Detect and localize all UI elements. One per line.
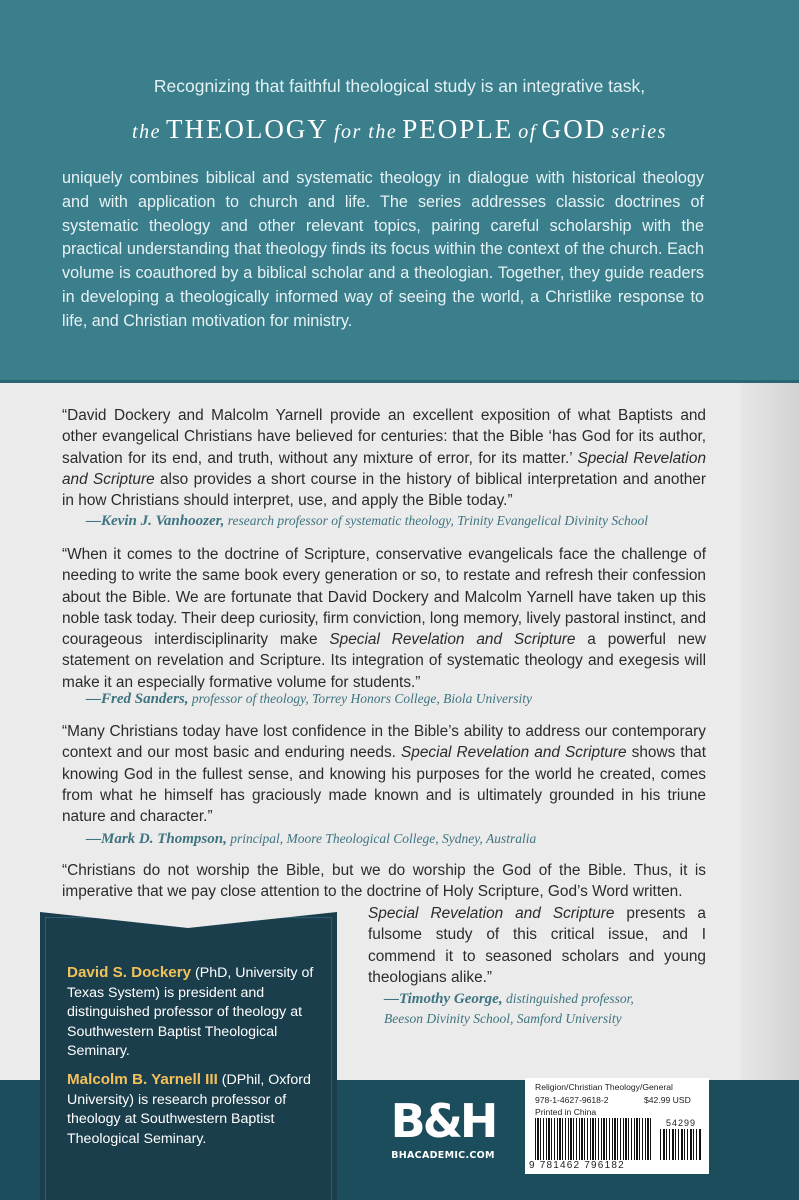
endorser-role: research professor of systematic theology, Trinity Evangelical Divinity School bbox=[224, 513, 649, 528]
series-title-theology: THEOLOGY bbox=[165, 114, 329, 144]
endorsement-quote-sanders bbox=[62, 544, 706, 693]
book-title-italic: Special Revelation and Scripture bbox=[62, 449, 706, 488]
endorser-name: —Mark D. Thompson, bbox=[86, 831, 227, 847]
series-title bbox=[0, 114, 799, 145]
quote-text: “When it comes to the doctrine of Scripture, conservative evangelicals face the challenge of needing to write the same book every generation or so, to restate and refresh their confession about the Bible. We are fortunate that David Dockery and Malcolm Yarnell have taken up this noble task today. Their deep curiosity, firm conviction, long memory, lively pastoral instinct, and courageous interdisciplinarity make bbox=[62, 546, 706, 649]
endorser-role: distinguished professor, bbox=[502, 991, 634, 1006]
endorser-role: professor of theology, Torrey Honors College, Biola University bbox=[188, 691, 533, 706]
bh-logo-mark: B&H bbox=[390, 1094, 496, 1148]
author-name: David S. Dockery bbox=[67, 964, 192, 981]
endorsement-attribution-vanhoozer bbox=[86, 513, 648, 530]
panel-divider bbox=[0, 380, 799, 383]
publisher-url: BHACADEMIC.COM bbox=[391, 1150, 495, 1161]
book-title-italic: Special Revelation and Scripture bbox=[329, 631, 576, 649]
quote-text: “Many Christians today have lost confidence in the Bible’s ability to address our contemporary context and our most basic and enduring needs. bbox=[62, 723, 706, 762]
series-title-the: the bbox=[132, 121, 161, 143]
book-title-italic: Special Revelation and Scripture bbox=[368, 905, 615, 922]
endorser-affiliation: Beeson Divinity School, Samford University bbox=[384, 1011, 622, 1026]
series-panel bbox=[0, 0, 799, 383]
endorser-name: —Fred Sanders, bbox=[86, 691, 189, 707]
ean-digits: 9 781462 796182 bbox=[529, 1160, 625, 1171]
endorsement-attribution-sanders bbox=[86, 691, 532, 708]
barcode-label bbox=[525, 1078, 709, 1174]
endorsement-attribution-george bbox=[384, 989, 634, 1029]
price-addon-barcode bbox=[660, 1129, 702, 1160]
quote-text: a powerful new statement on revelation and Scripture. Its integration of systematic theology and exegesis will make it an especially formative volume for students.” bbox=[62, 631, 706, 691]
series-title-for-the: for the bbox=[333, 121, 398, 143]
endorsement-quote-george-bottom bbox=[368, 903, 706, 988]
endorser-name: —Kevin J. Vanhoozer, bbox=[86, 513, 225, 529]
quote-text: “David Dockery and Malcolm Yarnell provide an excellent exposition of what Baptists and other evangelical Christians have believed for centuries: that the Bible ‘has God for its author, salvation for its end, and truth, without any mixture of error, for its matter.’ bbox=[62, 407, 706, 467]
quote-text: shows that knowing God in the fullest sense, and knowing his purposes for the world he created, comes from what he himself has graciously made known and is ultimately grounded in his triune nature and character.” bbox=[62, 744, 706, 826]
bisac-category: Religion/Christian Theology/General bbox=[535, 1082, 673, 1092]
endorsement-attribution-thompson bbox=[86, 831, 536, 848]
endorsement-quote-vanhoozer bbox=[62, 405, 706, 511]
publisher-logo bbox=[387, 1094, 499, 1161]
author-bio-yarnell bbox=[67, 1070, 317, 1149]
price-addon-number: 54299 bbox=[666, 1118, 697, 1128]
isbn-text: 978-1-4627-9618-2 bbox=[535, 1095, 609, 1105]
author-bio-text: (PhD, University of Texas System) is president and distinguished professor of theology at Southwestern Baptist Theological Seminary. bbox=[67, 965, 314, 1060]
quote-text: also provides a short course in the history of biblical interpretation and another in how Christians should interpret, use, and apply the Bible today.” bbox=[62, 470, 706, 510]
series-title-god: GOD bbox=[541, 114, 607, 144]
printed-in-text: Printed in China bbox=[535, 1107, 597, 1117]
endorsement-quote-thompson bbox=[62, 721, 706, 827]
ean-barcode bbox=[535, 1118, 653, 1160]
series-description: uniquely combines biblical and systematic theology in dialogue with historical theology and with application to church and life. The series addresses classic doctrines of systematic theology and other relevant topics, pairing careful scholarship with the practical understanding that theology finds its focus within the context of the church. Each volume is coauthored by a biblical scholar and a theologian. Together, they guide readers in developing a theologically informed way of seeing the world, a Christlike response to life, and Christian motivation for ministry. bbox=[62, 169, 704, 330]
endorser-role: principal, Moore Theological College, Sydney, Australia bbox=[226, 831, 537, 846]
quote-text: presents a fulsome study of this critical issue, and I commend it to seasoned scholars and young theologians alike.” bbox=[368, 905, 706, 986]
price-text: $42.99 USD bbox=[644, 1095, 691, 1105]
author-box-notch bbox=[40, 912, 337, 928]
author-name: Malcolm B. Yarnell III bbox=[67, 1071, 218, 1088]
author-bio-dockery bbox=[67, 963, 317, 1062]
series-title-people: PEOPLE bbox=[402, 114, 514, 144]
series-title-series: series bbox=[611, 121, 667, 143]
series-title-of: of bbox=[518, 121, 537, 143]
book-title-italic: Special Revelation and Scripture bbox=[401, 744, 627, 762]
endorsement-quote-george-top: “Christians do not worship the Bible, but we do worship the God of the Bible. Thus, it is imperative that we pay close attention to the doctrine of Holy Scripture, God’s Word written. bbox=[62, 862, 706, 901]
author-bio-text: (DPhil, Oxford University) is research professor of theology at Southwestern Baptist Theological Seminary. bbox=[67, 1072, 311, 1147]
endorser-name: —Timothy George, bbox=[384, 991, 503, 1007]
series-intro: Recognizing that faithful theological study is an integrative task, bbox=[153, 76, 646, 96]
